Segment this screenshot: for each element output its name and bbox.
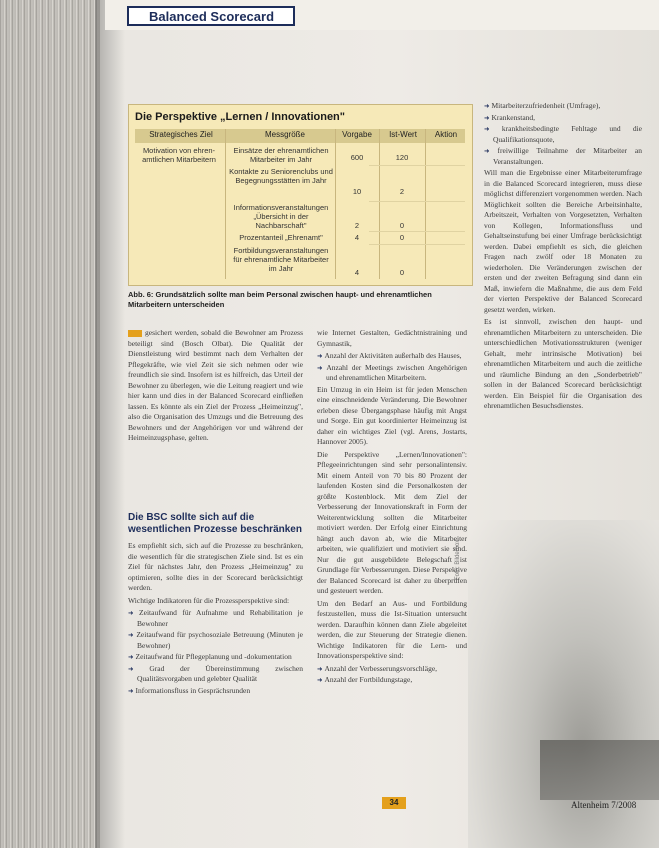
column-divider	[335, 129, 336, 279]
indicator-list	[317, 664, 467, 686]
figure-caption: Abb. 6: Grundsätzlich sollte man beim Personal zwischen haupt- und ehrenamtlichen Mitarbeitern unterscheiden	[128, 290, 432, 309]
indicator-list	[317, 351, 467, 384]
paragraph: Ein Umzug in ein Heim ist für jeden Menschen eine einschneidende Veränderung. Die Bewohner erleben diese Übergangsphase häufig mit Angst und Sorge. Ein gut koordinierter Heimeinzug ist daher ein wichtiges Ziel (vgl. Arens, Jostarts, Hannover 2005).	[317, 384, 467, 446]
table-cell-measure: Prozentanteil „Ehrenamt"	[239, 233, 323, 242]
paragraph	[128, 328, 303, 444]
table-cell-measure: Fortbildungsveranstaltungen für ehrenamtliche Mitarbeiter im Jahr	[233, 246, 329, 273]
row-divider	[369, 165, 465, 166]
section-marker	[128, 330, 142, 337]
paragraph: wie Internet Gestalten, Gedächtnistraining und Gymnastik,	[317, 328, 467, 348]
list-item: ➜ Zeitaufwand für Aufnahme und Rehabilitation je Bewohner	[128, 608, 303, 629]
list-item: ➜ Krankenstand,	[484, 113, 642, 124]
paragraph: Die Perspektive „Lernen/Innovationen": Pflegeeinrichtungen sind sehr personalintensiv. Mit einem Anteil von 70 bis 80 Prozent der laufenden Kosten sind die Personalkosten der größte Kostenblock. Mit dem Ziel der Verbesserung der Innovationskraft in Form der Weiterentwicklung sollten die Mitarbeiter motiviert werden. Der Erfolg einer Einrichtung hängt auch davon ab, wie die Mitarbeiter arbeiten, wie qualifiziert und motiviert sie sind. Nur die gut ausgebildete Belegschaft ist Grundlage für Verbesserungen. Diese Perspektive der Balanced Scorecard ist daher zu überprüfen und gesteuert werden.	[317, 449, 467, 595]
text-column-1	[128, 328, 303, 446]
paragraph: Wichtige Indikatoren für die Prozessperspektive sind:	[128, 595, 290, 605]
list-item: ➜ Anzahl der Aktivitäten außerhalb des Hauses,	[317, 351, 467, 362]
row-divider	[369, 244, 465, 245]
table-title: Die Perspektive „Lernen / Innovationen"	[135, 111, 345, 123]
column-header: Messgröße	[264, 130, 305, 139]
table-cell-target: 4	[354, 233, 360, 242]
list-item: ➜ Anzahl der Fortbildungstage,	[317, 675, 467, 686]
photo-shadow-area	[540, 740, 659, 800]
indicator-list	[484, 101, 642, 167]
page-number: 34	[382, 797, 406, 809]
text-column-1-lower	[128, 541, 303, 697]
list-item: ➜ freiwillige Teilnahme der Mitarbeiter an Veranstaltungen.	[484, 146, 642, 167]
table-cell-target: 4	[354, 268, 360, 277]
table-cell-target: 10	[352, 187, 362, 196]
magazine-issue: Altenheim 7/2008	[571, 800, 637, 810]
paragraph: Will man die Ergebnisse einer Mitarbeiterumfrage in die Balanced Scorecard integrieren, muss diese möglichst differenziert vorgenommen werden. Nach Möglichkeit sollten die Bereiche Arbeitsinhalte, Arbeitszeit, Verhalten von Vorgesetzten, Verhalten von Kollegen, Informationsfluss und Gehaltseinstufung bei einer Umfrage berücksichtigt werden. Dabei empfiehlt es sich, die gleichen Fragen nach zwölf oder 18 Monaten zu wiederholen. Die Veränderungen zwischen der ersten und der zweiten Befragung sind dann ein Maß, inwiefern die Maßnahme, die aus dem Feld der vierten Perspektive der Balanced Scorecard gesetzt werden, wirken.	[484, 168, 642, 314]
column-divider	[225, 129, 226, 279]
table-cell-target: 600	[350, 153, 364, 162]
column-header: Vorgabe	[342, 130, 372, 139]
list-item: ➜ Anzahl der Verbesserungsvorschläge,	[317, 664, 467, 675]
table-cell-measure: Informationsveranstaltungen „Übersicht in der Nachbarschaft"	[233, 203, 329, 230]
table-cell-goal: Motivation von ehren-amtlichen Mitarbeitern	[142, 146, 216, 164]
paragraph: Es ist sinnvoll, zwischen den haupt- und ehrenamtlichen Mitarbeitern zu unterscheiden. Die unterschiedlichen Motivationsstrukturen (weniger Gehalt, mehr intrinsische Motivation) bei ehrenamtlichen Mitarbeitern und auch die zeitliche und räumliche Bindung an den „Sonderbetrieb" sollen in der Balanced Scorecard berücksichtigt werden. Ein Beispiel für die Organisation des ehrenamtlichen Besuchsdienstes.	[484, 317, 642, 410]
indicator-list	[128, 608, 303, 696]
list-item: ➜ Anzahl der Meetings zwischen Angehörigen und ehrenamtlichen Mitarbeitern.	[317, 363, 467, 384]
paragraph-text: gesichert werden, sobald die Bewohner am Prozess beteiligt sind (Bosch Olbat). Die Qualität der Dienstleistung wird bestimmt nach dem Verhalten der Pflegekräfte, wie viel Zeit sie sich nehmen oder wie freundlich sie sind. Insofern ist es hilfreich, das Urteil der Bewohner zu überlegen, wie die Leitung reagiert und wie hier kann und dies in der Balanced Scorecard einfließen lassen. Es könnte als ein Ziel der Prozess „Heimeinzug", also die Organisation des Umzugs und die Betreuung des Bewohners und der Angehörigen vor und während der Heimeinzugsphase, gelten.	[128, 328, 303, 442]
section-heading: Die BSC sollte sich auf die wesentlichen Prozesse beschränken	[128, 512, 302, 535]
table-cell-measure: Kontakte zu Seniorenclubs und Begegnungsstätten im Jahr	[229, 167, 333, 185]
row-divider	[369, 201, 465, 202]
list-item: ➜ Mitarbeiterzufriedenheit (Umfrage),	[484, 101, 642, 112]
list-item: ➜ Zeitaufwand für psychosoziale Betreuung (Minuten je Bewohner)	[128, 630, 303, 651]
table-cell-target: 2	[354, 221, 360, 230]
column-divider	[425, 129, 426, 279]
table-header-row	[135, 129, 465, 143]
perspective-table	[128, 104, 473, 286]
list-item: ➜ krankheitsbedingte Fehltage und die Qualifikationsquote,	[484, 124, 642, 145]
paragraph: Es empfiehlt sich, sich auf die Prozesse zu beschränken, die wesentlich für die strategischen Ziele sind. Ist es ein Ziel für nächstes Jahr, den Prozess „Heimeinzug" zu optimieren, sollte dies in der Scorecard berücksichtigt werden.	[128, 541, 303, 592]
column-header: Ist-Wert	[389, 130, 417, 139]
list-item: ➜ Informationsfluss in Gesprächsrunden	[128, 686, 303, 697]
photo-credit: Foto: Bilderbox	[455, 539, 461, 580]
text-column-2	[317, 328, 467, 687]
table-cell-actual: 0	[399, 221, 405, 230]
table-cell-measure: Einsätze der ehrenamtlichen Mitarbeiter im Jahr	[233, 146, 329, 164]
table-cell-actual: 0	[399, 268, 405, 277]
text-column-3	[484, 101, 642, 414]
paragraph: Um den Bedarf an Aus- und Fortbildung festzustellen, muss die Ist-Situation untersucht werden. Daraufhin können dann Ziele abgeleitet werden, die zur Steuerung der Strategie dienen. Wichtige Indikatoren für die Lern- und Innovationsperspektive sind:	[317, 598, 467, 660]
column-header: Aktion	[434, 130, 458, 139]
table-cell-actual: 2	[399, 187, 405, 196]
page-stack-edge	[0, 0, 100, 848]
table-cell-actual: 0	[399, 233, 405, 242]
row-divider	[369, 231, 465, 232]
list-item: ➜ Grad der Übereinstimmung zwischen Qualitätsvorgaben und gelebter Qualität	[128, 664, 303, 685]
list-item: ➜ Zeitaufwand für Pflegeplanung und -dokumentation	[128, 652, 303, 663]
table-cell-actual: 120	[395, 153, 409, 162]
section-title: Balanced Scorecard	[127, 6, 295, 26]
column-header: Strategisches Ziel	[149, 130, 213, 139]
page-gutter-shadow	[95, 0, 125, 848]
column-divider	[379, 129, 380, 279]
